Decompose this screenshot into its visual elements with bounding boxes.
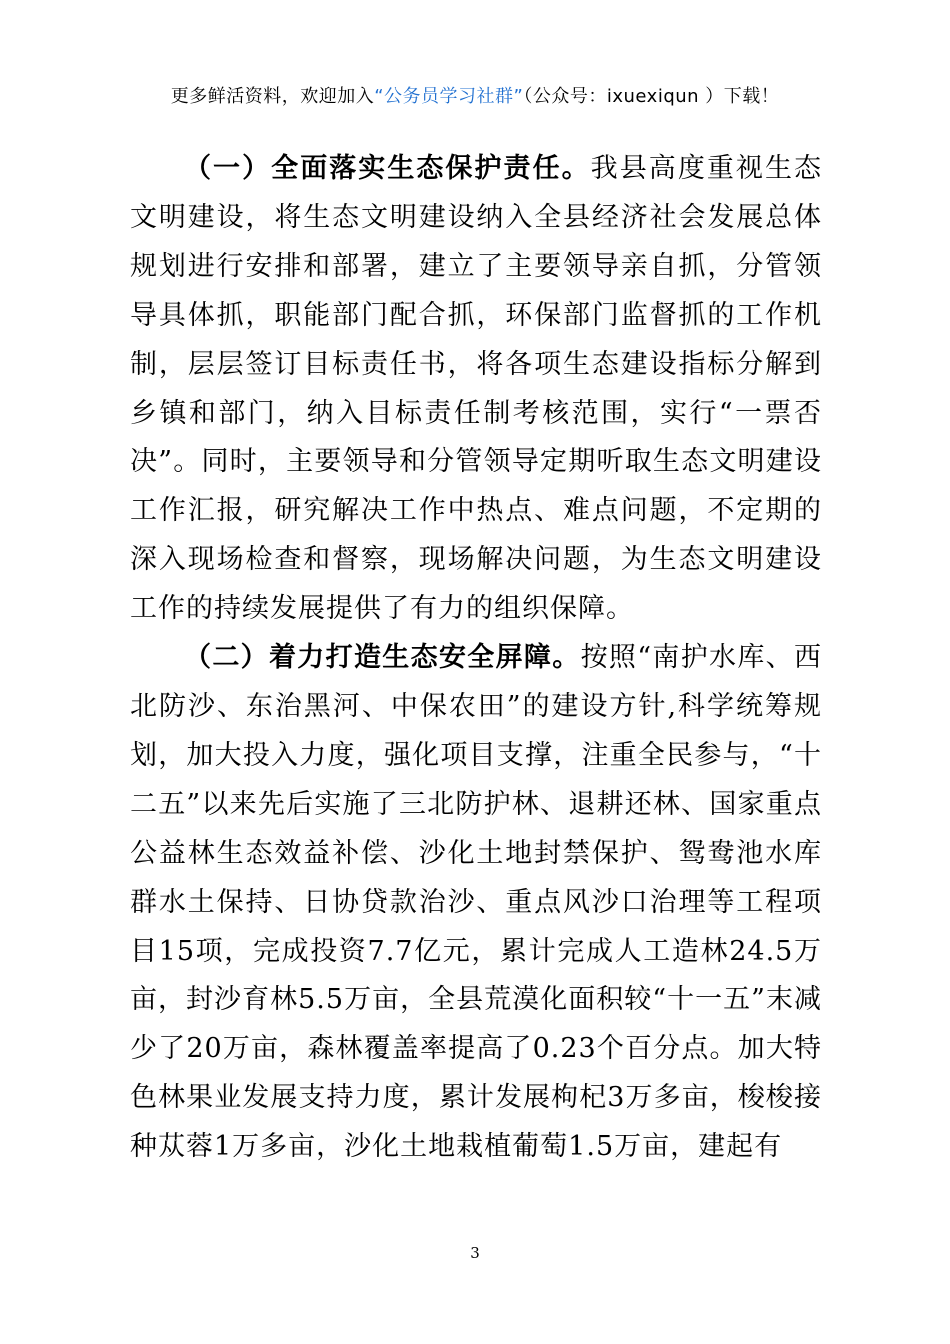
page-number: 3	[470, 1244, 480, 1262]
paragraph-1	[130, 145, 822, 634]
paragraph-2-text: 按照“南护水库、西北防沙、东治黑河、中保农田”的建设方针,科学统筹规划，加大投入力度，强化项目支撑，注重全民参与，“十二五”以来先后实施了三北防护林、退耕还林、国家重点公益林生态效益补偿、沙化土地封禁保护、鸳鸯池水库群水土保持、日协贷款治沙、重点风沙口治理等工程项目15项，完成投资7.7亿元，累计完成人工造林24.5万亩，封沙育林5.5万亩，全县荒漠化面积较“十一五”末减少了20万亩，森林覆盖率提高了0.23个百分点。加大特色林果业发展支持力度，累计发展枸杞3万多亩，梭梭接种苁蓉1万多亩，沙化土地栽植葡萄1.5万亩，建起有	[130, 642, 822, 1163]
paragraph-1-heading: （一）全面落实生态保护责任。	[184, 153, 591, 184]
banner-suffix: （公众号：ixuexiqun ）下载！	[523, 86, 780, 107]
banner-prefix: 更多鲜活资料，欢迎加入	[170, 86, 375, 107]
paragraph-2	[130, 634, 822, 1172]
document-body	[130, 145, 822, 1172]
community-link[interactable]: “公务员学习社群”	[374, 86, 524, 107]
paragraph-2-heading: （二）着力打造生态安全屏障。	[184, 642, 581, 674]
paragraph-1-text: 我县高度重视生态文明建设，将生态文明建设纳入全县经济社会发展总体规划进行安排和部署，建立了主要领导亲自抓，分管领导具体抓，职能部门配合抓，环保部门监督抓的工作机制，层层签订目标责任书，将各项生态建设指标分解到乡镇和部门，纳入目标责任制考核范围，实行“一票否决”。同时，主要领导和分管领导定期听取生态文明建设工作汇报，研究解决工作中热点、难点问题，不定期的深入现场检查和督察，现场解决问题，为生态文明建设工作的持续发展提供了有力的组织保障。	[130, 153, 823, 625]
download-banner	[0, 84, 950, 110]
